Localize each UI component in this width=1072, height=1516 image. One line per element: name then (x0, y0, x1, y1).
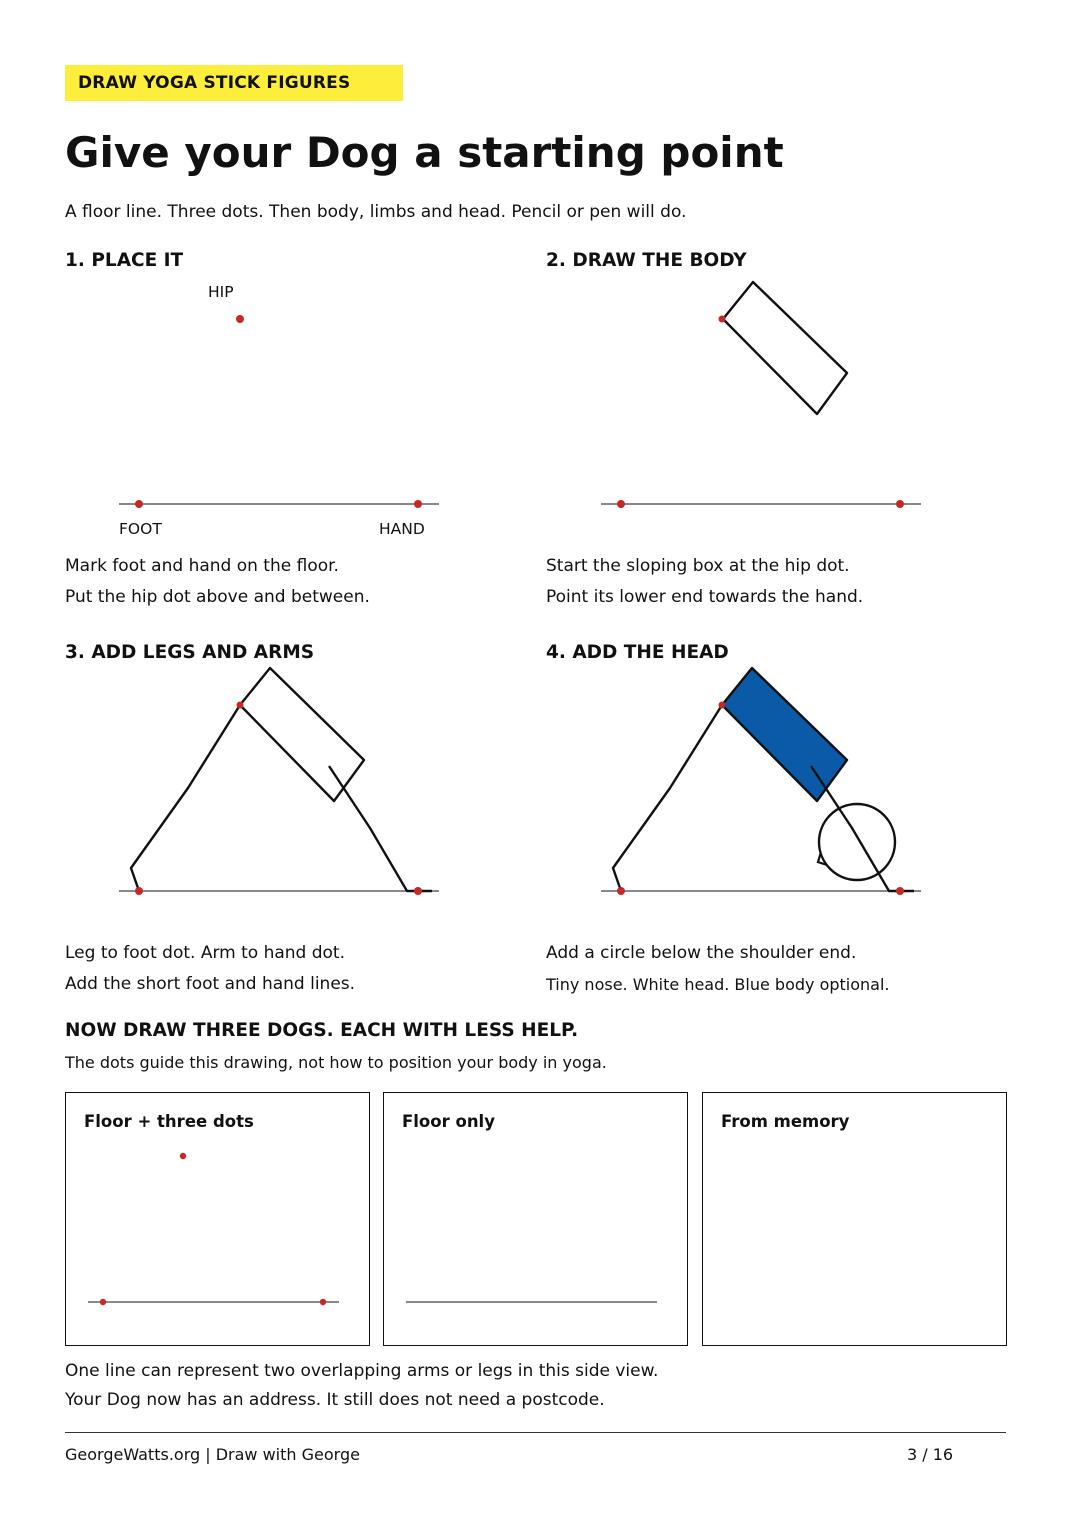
step-3-caption-1: Leg to foot dot. Arm to hand dot. (65, 943, 345, 963)
page-title: Give your Dog a starting point (65, 128, 784, 177)
intro-text: A floor line. Three dots. Then body, limbs and head. Pencil or pen will do. (65, 202, 687, 222)
section-tag: DRAW YOGA STICK FIGURES (65, 65, 403, 101)
practice-box-memory[interactable] (702, 1092, 1007, 1346)
practice-box-dots[interactable] (65, 1092, 370, 1346)
practice-box-title: From memory (721, 1112, 850, 1131)
step-2-heading: 2. DRAW THE BODY (546, 250, 747, 271)
step-1-heading: 1. PLACE IT (65, 250, 184, 271)
step-4-caption-2: Tiny nose. White head. Blue body optional. (546, 975, 890, 994)
closing-note-1: One line can represent two overlapping arms or legs in this side view. (65, 1361, 659, 1381)
foot-dot (100, 1299, 106, 1305)
closing-note-2: Your Dog now has an address. It still does not need a postcode. (65, 1390, 605, 1410)
step-2-caption-1: Start the sloping box at the hip dot. (546, 556, 850, 576)
practice-box-title: Floor + three dots (84, 1112, 254, 1131)
head-circle (819, 804, 895, 880)
step-3-caption-2: Add the short foot and hand lines. (65, 974, 356, 994)
practice-heading: NOW DRAW THREE DOGS. EACH WITH LESS HELP. (65, 1020, 579, 1041)
hip-label: HIP (208, 283, 234, 301)
footer-divider (65, 1432, 1006, 1433)
hip-dot (719, 702, 726, 709)
step-4-heading: 4. ADD THE HEAD (546, 642, 729, 663)
hand-dot (320, 1299, 326, 1305)
footer-site: GeorgeWatts.org | Draw with George (65, 1445, 360, 1464)
foot-dot (617, 887, 625, 895)
step-3-heading: 3. ADD LEGS AND ARMS (65, 642, 315, 663)
step-2-caption-2: Point its lower end towards the hand. (546, 587, 864, 607)
step-1-caption-2: Put the hip dot above and between. (65, 587, 370, 607)
hip-dot (180, 1153, 186, 1159)
hand-dot (896, 887, 904, 895)
guide-drawing (66, 1093, 369, 1345)
hand-label: HAND (379, 520, 425, 538)
practice-box-floor[interactable] (383, 1092, 688, 1346)
foot-label: FOOT (119, 520, 162, 538)
step-4-caption-1: Add a circle below the shoulder end. (546, 943, 857, 963)
leg-line (613, 705, 722, 891)
page-number: 3 / 16 (907, 1445, 954, 1464)
practice-note: The dots guide this drawing, not how to position your body in yoga. (65, 1053, 607, 1072)
step-1-caption-1: Mark foot and hand on the floor. (65, 556, 339, 576)
practice-box-title: Floor only (402, 1112, 495, 1131)
body-box-filled (722, 668, 847, 801)
guide-drawing (384, 1093, 687, 1345)
